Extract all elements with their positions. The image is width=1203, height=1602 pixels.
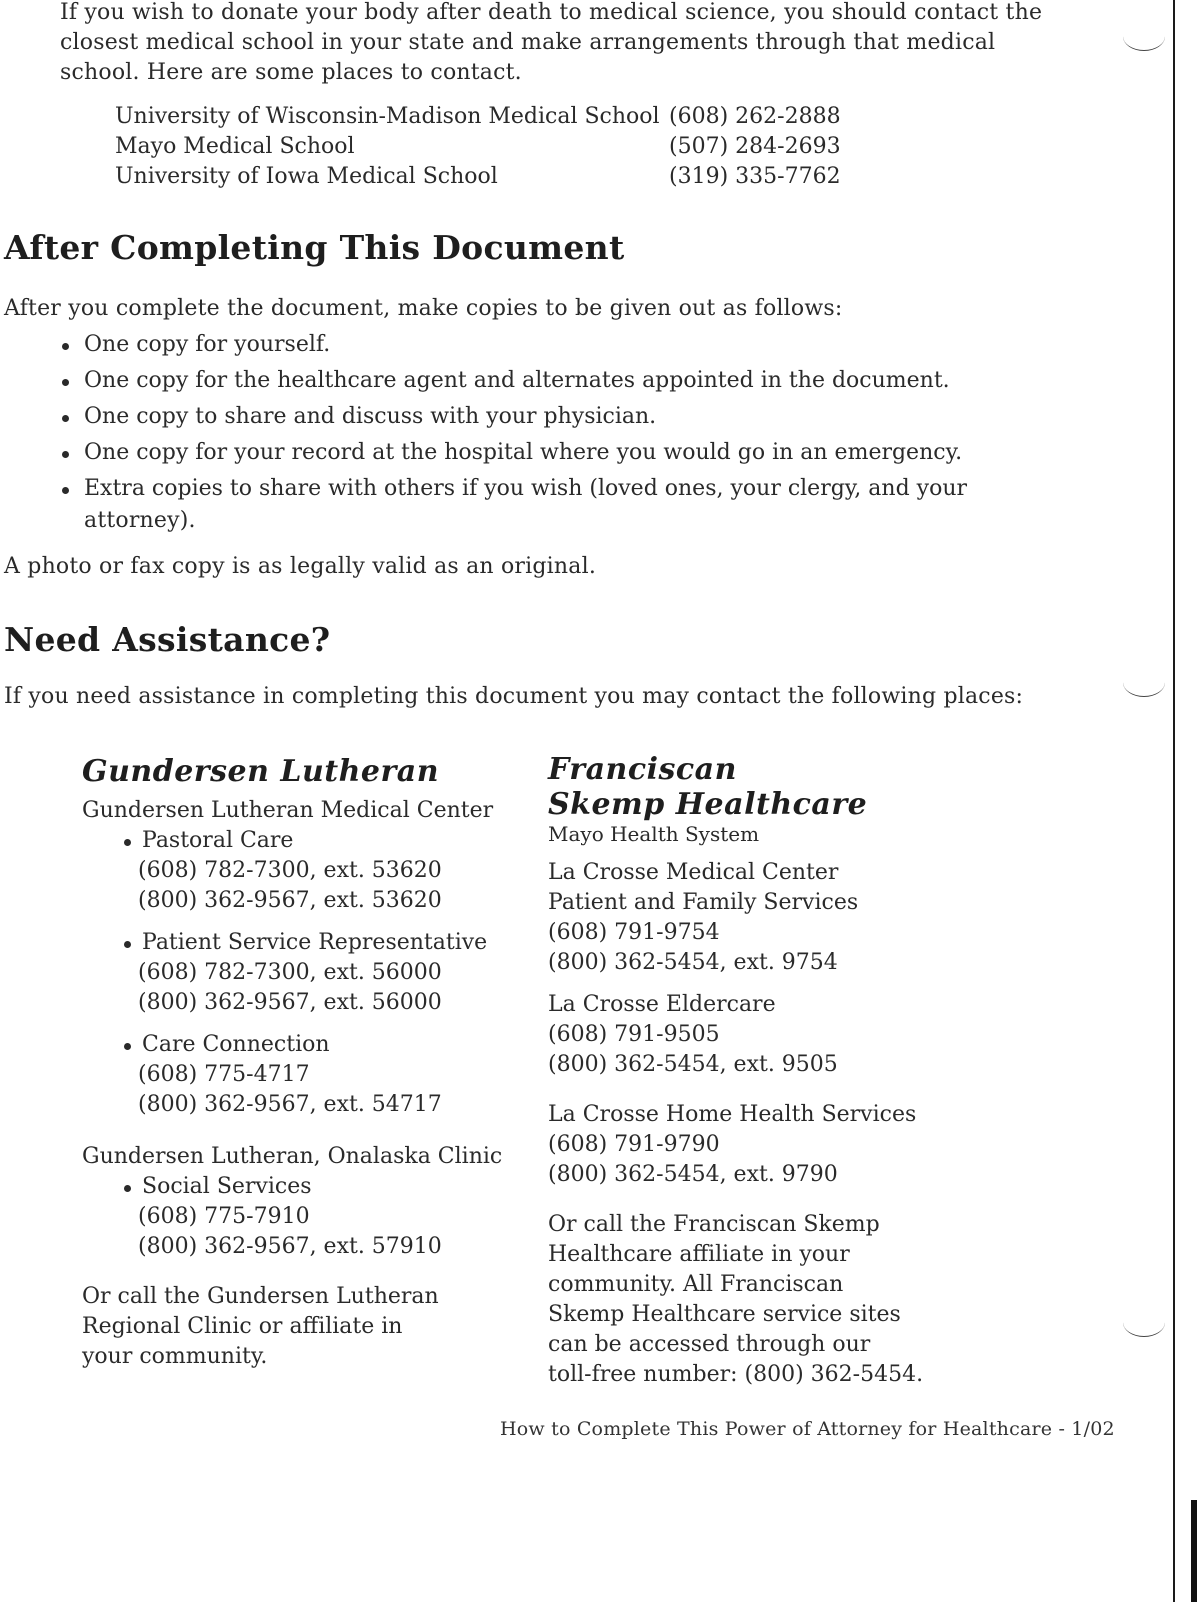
medical-school-list <box>115 104 841 196</box>
care-connection-phone: (800) 362-9567, ext. 54717 <box>138 1092 442 1117</box>
gundersen-column <box>82 754 502 1372</box>
gundersen-title: Gundersen Lutheran <box>82 754 440 789</box>
medical-center-name: La Crosse Medical Center <box>548 860 839 885</box>
pastoral-care-phone: (608) 782-7300, ext. 53620 <box>138 858 442 883</box>
gundersen-medical-center: Gundersen Lutheran Medical Center <box>82 798 494 823</box>
list-item-continuation: attorney). <box>84 508 196 533</box>
school-name: Mayo Medical School <box>115 134 355 159</box>
page-edge-line <box>1173 0 1175 1602</box>
franciscan-title: Franciscan <box>548 752 737 787</box>
gundersen-closing: Regional Clinic or affiliate in <box>82 1314 403 1339</box>
home-health-name: La Crosse Home Health Services <box>548 1102 917 1127</box>
social-services-phone: (800) 362-9567, ext. 57910 <box>138 1234 442 1259</box>
franciscan-title: Skemp Healthcare <box>548 787 868 822</box>
donation-paragraph <box>60 0 1042 88</box>
school-name: University of Wisconsin-Madison Medical School <box>115 104 660 129</box>
after-completing-heading: After Completing This Document <box>4 228 625 267</box>
need-assistance-heading: Need Assistance? <box>4 620 331 659</box>
school-phone: (319) 335-7762 <box>669 164 841 189</box>
donation-line: closest medical school in your state and make arrangements through that medical <box>60 30 996 55</box>
list-item: One copy for yourself. <box>60 330 980 360</box>
onalaska-clinic: Gundersen Lutheran, Onalaska Clinic <box>82 1144 503 1169</box>
school-name: University of Iowa Medical School <box>115 164 498 189</box>
medical-center-phone: (608) 791-9754 <box>548 920 720 945</box>
patient-rep-phone: (608) 782-7300, ext. 56000 <box>138 960 442 985</box>
copies-list <box>60 330 980 504</box>
list-item: One copy to share and discuss with your physician. <box>60 402 980 432</box>
page-edge-shadow <box>1191 1500 1197 1602</box>
legal-validity-note: A photo or fax copy is as legally valid as an original. <box>4 554 597 579</box>
social-services-phone: (608) 775-7910 <box>138 1204 310 1229</box>
gundersen-closing: Or call the Gundersen Lutheran <box>82 1284 439 1309</box>
school-phone: (507) 284-2693 <box>669 134 841 159</box>
medical-center-phone: (800) 362-5454, ext. 9754 <box>548 950 838 975</box>
home-health-phone: (608) 791-9790 <box>548 1132 720 1157</box>
list-item: Extra copies to share with others if you wish (loved ones, your clergy, and your <box>60 474 980 504</box>
donation-line: If you wish to donate your body after death to medical science, you should contact the <box>60 0 1043 25</box>
medical-center-dept: Patient and Family Services <box>548 890 859 915</box>
school-phone: (608) 262-2888 <box>669 104 841 129</box>
after-intro: After you complete the document, make copies to be given out as follows: <box>4 296 843 321</box>
franciscan-closing: Skemp Healthcare service sites <box>548 1302 901 1327</box>
franciscan-subtitle: Mayo Health System <box>548 822 760 846</box>
franciscan-column <box>548 752 968 1390</box>
eldercare-name: La Crosse Eldercare <box>548 992 776 1017</box>
social-services-label: Social Services <box>82 1172 502 1202</box>
page-footer: How to Complete This Power of Attorney for Healthcare - 1/02 <box>500 1418 1115 1440</box>
pastoral-care-phone: (800) 362-9567, ext. 53620 <box>138 888 442 913</box>
list-item: One copy for your record at the hospital where you would go in an emergency. <box>60 438 980 468</box>
patient-rep-phone: (800) 362-9567, ext. 56000 <box>138 990 442 1015</box>
gundersen-closing: your community. <box>82 1344 268 1369</box>
franciscan-closing: community. All Franciscan <box>548 1272 844 1297</box>
punch-hole-mark <box>1123 22 1165 51</box>
assistance-intro: If you need assistance in completing this document you may contact the following places: <box>4 684 1024 709</box>
patient-rep-label: Patient Service Representative <box>82 928 502 958</box>
punch-hole-mark <box>1123 1308 1165 1337</box>
franciscan-closing: Or call the Franciscan Skemp <box>548 1212 880 1237</box>
eldercare-phone: (800) 362-5454, ext. 9505 <box>548 1052 838 1077</box>
pastoral-care-label: Pastoral Care <box>82 826 502 856</box>
binder-edge <box>1173 0 1203 1602</box>
eldercare-phone: (608) 791-9505 <box>548 1022 720 1047</box>
punch-hole-mark <box>1123 668 1165 697</box>
care-connection-label: Care Connection <box>82 1030 502 1060</box>
care-connection-phone: (608) 775-4717 <box>138 1062 310 1087</box>
franciscan-closing: Healthcare affiliate in your <box>548 1242 850 1267</box>
list-item: One copy for the healthcare agent and alternates appointed in the document. <box>60 366 980 396</box>
franciscan-closing: toll-free number: (800) 362-5454. <box>548 1362 924 1387</box>
donation-line: school. Here are some places to contact. <box>60 60 522 85</box>
franciscan-closing: can be accessed through our <box>548 1332 871 1357</box>
home-health-phone: (800) 362-5454, ext. 9790 <box>548 1162 838 1187</box>
